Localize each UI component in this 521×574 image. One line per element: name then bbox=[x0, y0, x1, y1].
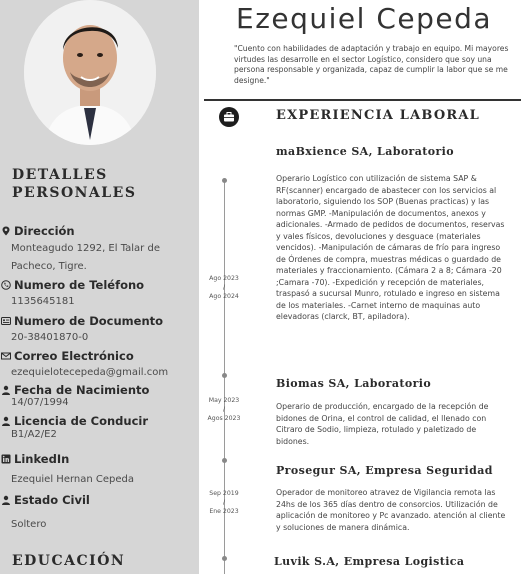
timeline-dot bbox=[222, 373, 227, 378]
job-company: maBxience SA, Laboratorio bbox=[276, 145, 455, 158]
address-value: Monteagudo 1292, El Talar de Pacheco, Tigre. bbox=[11, 243, 160, 272]
address-label: Dirección bbox=[0, 224, 75, 238]
job-dates bbox=[199, 489, 249, 516]
profile-photo bbox=[24, 0, 156, 145]
timeline-dot bbox=[222, 556, 227, 561]
email-label: Correo Electrónico bbox=[0, 349, 134, 363]
profile-photo-image bbox=[24, 0, 156, 145]
location-icon bbox=[0, 226, 11, 237]
main-content bbox=[199, 0, 521, 574]
job-dates bbox=[199, 274, 249, 301]
job-date-end: Ago 2024 bbox=[209, 293, 239, 300]
person-icon bbox=[0, 385, 11, 396]
profile-quote: "Cuento con habilidades de adaptación y trabajo en equipo. Mi mayores virtudes las desarrolle en el sector Logístico, considero que soy una persona responsable y organizada, capaz de cumplir la labor que se me designe." bbox=[234, 44, 509, 85]
job-date-separator: / bbox=[222, 284, 226, 291]
job-company: Prosegur SA, Empresa Seguridad bbox=[276, 464, 493, 477]
details-section-title: DETALLES PERSONALES bbox=[12, 167, 137, 201]
job-description: Operario de producción, encargado de la recepción de bidones de Orina, el control de calidad, el llenado con Citraro de Sodio, limpieza, rotulado y paletizado de bidones. bbox=[276, 402, 489, 446]
job-description: Operario Logístico con utilización de sistema SAP & RF(scanner) encargado de abastecer con los servicios al laboratorio, siguiendo los SOP (Buenas practicas) y las normas GMP. -Manipulación de documentos, anexos y adicionales. -Armado de pedidos de documentos, reservas y vales físicos, devoluciones y desguace (materiales vencidos). -Manipulación de cámaras de frío para ingreso de Órdenes de compra, muestras médicas o guardado de materiales y fraccionamiento. (Cámara 2 a 8; Cámara -20 ;Camara -70). -Expedición y recepción de materiales, traspasó a sucursal Munro, rotulado e ingreso en sistema de los materiales. -Carnet interno de maquinas auto elevadoras (clarck, BT, apiladora). bbox=[276, 174, 505, 321]
job-date-start: Sep 2019 bbox=[209, 490, 239, 497]
email-value: ezequielotecepeda@gmail.com bbox=[11, 367, 169, 378]
birthdate-value: 14/07/1994 bbox=[11, 397, 69, 408]
briefcase-icon bbox=[219, 107, 239, 127]
phone-label: Numero de Teléfono bbox=[0, 278, 144, 292]
linkedin-value: Ezequiel Hernan Cepeda bbox=[11, 474, 134, 485]
experience-section-title: EXPERIENCIA LABORAL bbox=[276, 108, 481, 123]
linkedin-label: LinkedIn bbox=[0, 452, 69, 466]
job-date-end: Ene 2023 bbox=[209, 508, 239, 515]
job-dates bbox=[199, 396, 249, 423]
document-label: Numero de Documento bbox=[0, 314, 163, 328]
job-date-separator: / bbox=[222, 406, 226, 413]
timeline-dot bbox=[222, 178, 227, 183]
sidebar bbox=[0, 0, 199, 574]
job-date-separator: / bbox=[222, 499, 226, 506]
job-company: Luvik S.A, Empresa Logistica bbox=[274, 555, 465, 568]
license-label: Licencia de Conducir bbox=[0, 414, 148, 428]
id-card-icon bbox=[0, 316, 11, 327]
linkedin-icon bbox=[0, 454, 11, 465]
education-section-title: EDUCACIÓN bbox=[12, 553, 126, 569]
document-value: 20-38401870-0 bbox=[11, 332, 89, 343]
marital-status-label: Estado Civil bbox=[0, 493, 90, 507]
mail-icon bbox=[0, 351, 11, 362]
phone-icon bbox=[0, 280, 11, 291]
job-date-start: May 2023 bbox=[208, 397, 240, 404]
job-date-start: Ago 2023 bbox=[209, 275, 239, 282]
job-description: Operador de monitoreo atravez de Vigilancia remota las 24hs de los 365 días dentro de consorcios. Utilización de aplicación de monitoreo y Pc avanzado. atención al cliente y soluciones de manera dinámica. bbox=[276, 488, 506, 532]
job-date-end: Agos 2023 bbox=[207, 415, 241, 422]
person-icon bbox=[0, 416, 11, 427]
timeline-dot bbox=[222, 458, 227, 463]
header-divider bbox=[204, 99, 521, 101]
birthdate-label: Fecha de Nacimiento bbox=[0, 383, 149, 397]
job-company: Biomas SA, Laboratorio bbox=[276, 377, 432, 390]
phone-value: 1135645181 bbox=[11, 296, 75, 307]
person-icon bbox=[0, 495, 11, 506]
full-name: Ezequiel Cepeda bbox=[236, 2, 493, 35]
marital-status-value: Soltero bbox=[11, 519, 47, 530]
license-value: B1/A2/E2 bbox=[11, 429, 57, 440]
